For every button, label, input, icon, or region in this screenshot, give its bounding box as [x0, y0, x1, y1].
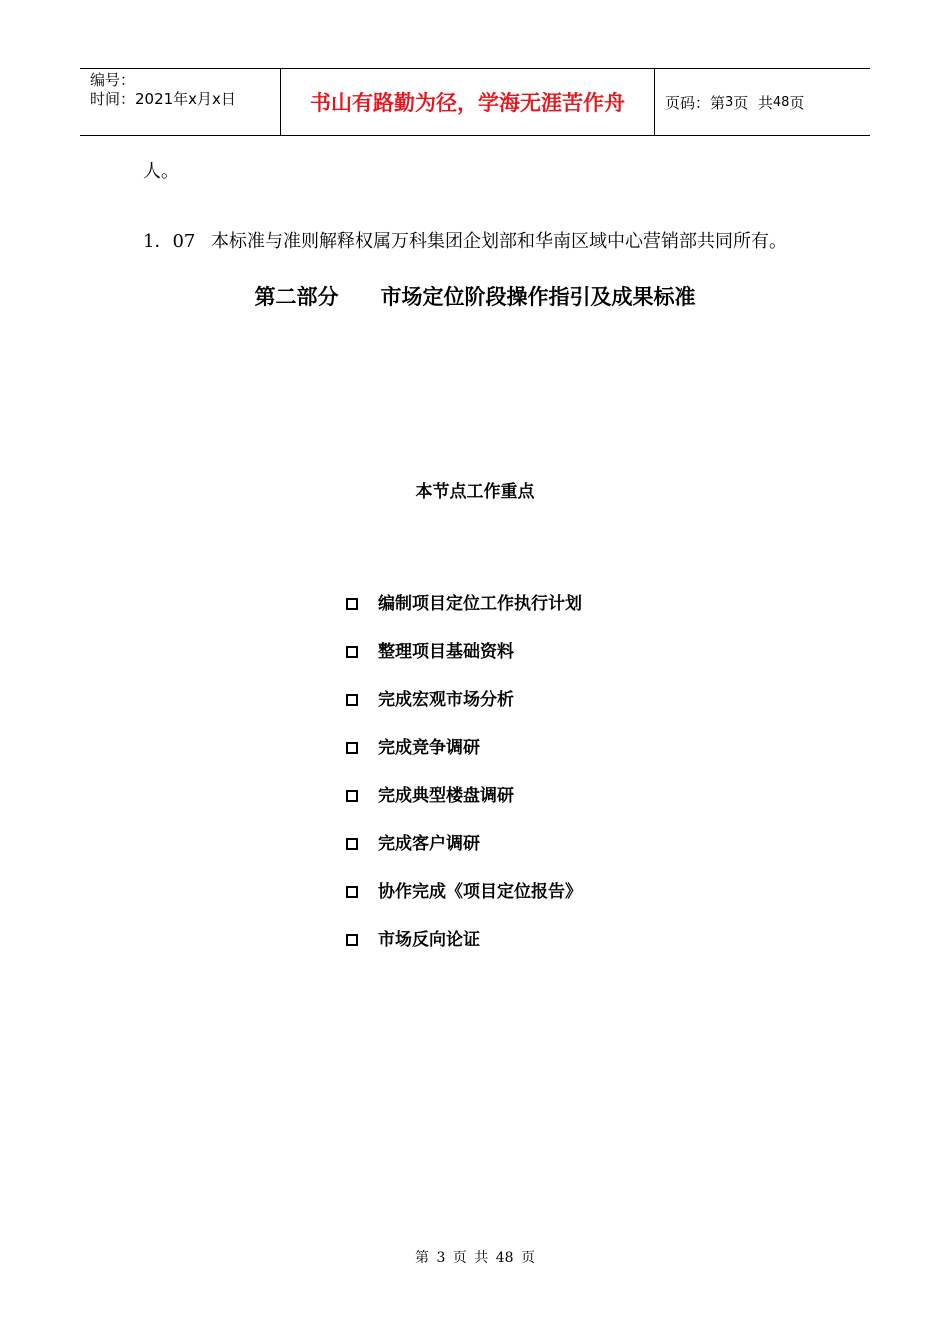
list-item	[346, 688, 582, 736]
list-item	[346, 928, 582, 976]
list-item	[346, 832, 582, 880]
page-mid: 页 共	[733, 93, 773, 112]
list-item-label: 完成客户调研	[378, 834, 480, 854]
page-prefix: 页码：第	[665, 93, 726, 112]
page-footer: 第 3 页 共 48 页	[415, 1250, 535, 1266]
clause-text: 本标准与准则解释权属万科集团企划部和华南区域中心营销部共同所有。	[211, 231, 787, 252]
time-label: 时间：2021年x月x日	[90, 90, 236, 108]
list-item	[346, 880, 582, 928]
checkbox-square-icon	[346, 838, 358, 850]
list-item	[346, 592, 582, 640]
list-item-label: 编制项目定位工作执行计划	[378, 594, 582, 614]
list-item	[346, 736, 582, 784]
list-item	[346, 640, 582, 688]
checkbox-square-icon	[346, 694, 358, 706]
serial-label: 编号：	[90, 71, 136, 89]
section-title: 第二部分 市场定位阶段操作指引及成果标准	[254, 285, 696, 309]
clause-1-07	[143, 230, 787, 254]
checkbox-square-icon	[346, 886, 358, 898]
list-item-label: 整理项目基础资料	[378, 642, 514, 662]
checkbox-square-icon	[346, 934, 358, 946]
list-item-label: 市场反向论证	[378, 930, 480, 950]
checkbox-square-icon	[346, 646, 358, 658]
focus-title: 本节点工作重点	[415, 482, 535, 502]
page-suffix: 页	[789, 93, 805, 112]
checkbox-square-icon	[346, 790, 358, 802]
list-item-label: 协作完成《项目定位报告》	[378, 882, 582, 902]
header-page-info	[655, 69, 870, 135]
header-meta	[80, 69, 281, 135]
list-item-label: 完成典型楼盘调研	[378, 786, 514, 806]
continuation-text: 人。	[143, 161, 179, 182]
clause-number: 1．07	[143, 231, 196, 252]
checkbox-square-icon	[346, 742, 358, 754]
checkbox-square-icon	[346, 598, 358, 610]
header-motto: 书山有路勤为径，学海无涯苦作舟	[281, 69, 655, 135]
list-item	[346, 784, 582, 832]
work-focus-list	[346, 592, 582, 976]
page-total: 48	[772, 94, 790, 110]
list-item-label: 完成竞争调研	[378, 738, 480, 758]
page-current: 3	[725, 94, 734, 110]
list-item-label: 完成宏观市场分析	[378, 690, 514, 710]
page-header	[80, 68, 870, 136]
